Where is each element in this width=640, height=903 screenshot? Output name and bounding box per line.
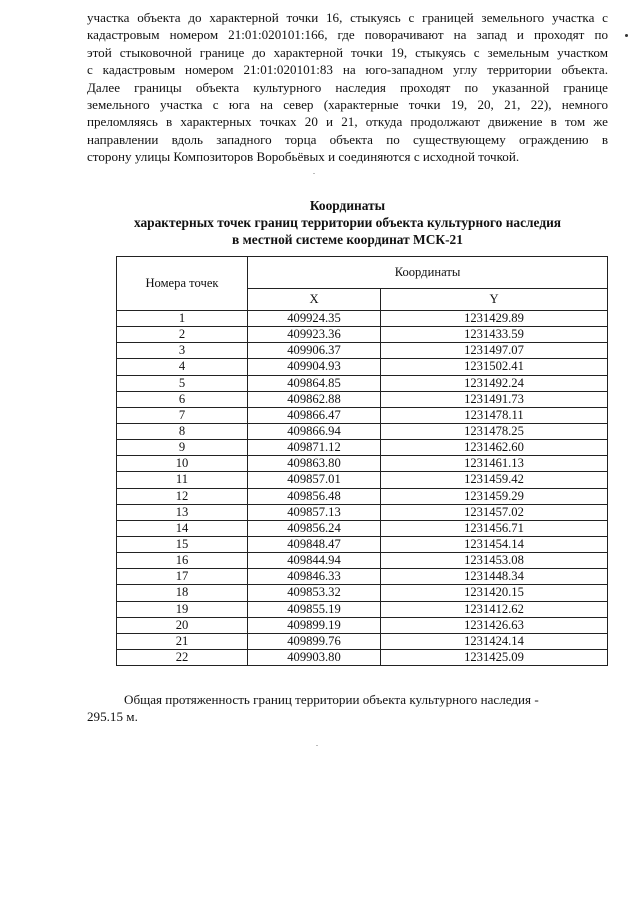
paragraph-line: с кадастровым номером 21:01:020101:83 на юго-западном углу территории объекта. (87, 62, 608, 78)
x-coordinate-cell: 409906.37 (248, 343, 381, 359)
point-number-cell: 17 (117, 569, 248, 585)
table-row (117, 601, 608, 617)
point-number-cell: 5 (117, 375, 248, 391)
table-row (117, 536, 608, 552)
table-row (117, 311, 608, 327)
x-coordinate-cell: 409903.80 (248, 649, 381, 665)
point-number-cell: 20 (117, 617, 248, 633)
paragraph-line: сторону улицы Композиторов Воробьёвых и соединяются с исходной точкой. (87, 149, 520, 165)
y-coordinate-cell: 1231491.73 (381, 391, 608, 407)
y-coordinate-cell: 1231478.11 (381, 407, 608, 423)
table-row (117, 633, 608, 649)
x-coordinate-cell: 409904.93 (248, 359, 381, 375)
table-row (117, 375, 608, 391)
y-coordinate-cell: 1231492.24 (381, 375, 608, 391)
paragraph-line: участка объекта до характерной точки 16, стыкуясь с границей земельного участка с (87, 10, 608, 25)
total-line: Общая протяженность границ территории объекта культурного наследия - (124, 692, 539, 707)
description-paragraph (87, 9, 608, 166)
coordinates-table (116, 256, 608, 666)
x-coordinate-cell: 409844.94 (248, 553, 381, 569)
table-row (117, 504, 608, 520)
x-coordinate-cell: 409856.24 (248, 520, 381, 536)
header-y: Y (381, 288, 608, 310)
scan-speck (316, 745, 318, 746)
paragraph-line: кадастровым номером 21:01:020101:166, где поворачивают на запад и проходят по (87, 27, 608, 43)
header-x: X (248, 288, 381, 310)
point-number-cell: 4 (117, 359, 248, 375)
table-row (117, 520, 608, 536)
table-row (117, 359, 608, 375)
x-coordinate-cell: 409857.13 (248, 504, 381, 520)
x-coordinate-cell: 409857.01 (248, 472, 381, 488)
y-coordinate-cell: 1231448.34 (381, 569, 608, 585)
x-coordinate-cell: 409899.19 (248, 617, 381, 633)
y-coordinate-cell: 1231459.42 (381, 472, 608, 488)
header-coordinates: Координаты (248, 257, 608, 289)
heading-line: в местной системе координат МСК-21 (232, 232, 463, 247)
point-number-cell: 1 (117, 311, 248, 327)
x-coordinate-cell: 409862.88 (248, 391, 381, 407)
x-coordinate-cell: 409866.94 (248, 423, 381, 439)
point-number-cell: 13 (117, 504, 248, 520)
point-number-cell: 14 (117, 520, 248, 536)
x-coordinate-cell: 409866.47 (248, 407, 381, 423)
x-coordinate-cell: 409848.47 (248, 536, 381, 552)
paragraph-line: этой стыковочной границе до характерной точки 19, стыкуясь с земельным участком (87, 44, 608, 60)
x-coordinate-cell: 409846.33 (248, 569, 381, 585)
point-number-cell: 12 (117, 488, 248, 504)
point-number-cell: 6 (117, 391, 248, 407)
table-row (117, 391, 608, 407)
table-row (117, 343, 608, 359)
point-number-cell: 15 (117, 536, 248, 552)
table-row (117, 423, 608, 439)
table-body (117, 311, 608, 666)
paragraph-line: земельного участка с юга на север (характерные точки 19, 20, 21, 22), немного (87, 97, 608, 113)
heading-line: Координаты (309, 198, 386, 213)
y-coordinate-cell: 1231454.14 (381, 536, 608, 552)
x-coordinate-cell: 409855.19 (248, 601, 381, 617)
table-row (117, 585, 608, 601)
table-row (117, 488, 608, 504)
y-coordinate-cell: 1231453.08 (381, 553, 608, 569)
point-number-cell: 22 (117, 649, 248, 665)
y-coordinate-cell: 1231502.41 (381, 359, 608, 375)
total-length-text (87, 691, 608, 726)
x-coordinate-cell: 409871.12 (248, 440, 381, 456)
x-coordinate-cell: 409856.48 (248, 488, 381, 504)
point-number-cell: 7 (117, 407, 248, 423)
x-coordinate-cell: 409924.35 (248, 311, 381, 327)
y-coordinate-cell: 1231459.29 (381, 488, 608, 504)
x-coordinate-cell: 409899.76 (248, 633, 381, 649)
table-row (117, 407, 608, 423)
paragraph-line: направлении вдоль западного торца объекта по существующему ограждению в (87, 131, 608, 147)
y-coordinate-cell: 1231478.25 (381, 423, 608, 439)
paragraph-line: Далее границы объекта культурного наследия проходят по указанной границе (87, 79, 608, 95)
x-coordinate-cell: 409853.32 (248, 585, 381, 601)
scan-speck (313, 173, 315, 174)
table-row (117, 472, 608, 488)
table-row (117, 440, 608, 456)
y-coordinate-cell: 1231461.13 (381, 456, 608, 472)
x-coordinate-cell: 409863.80 (248, 456, 381, 472)
table-row (117, 456, 608, 472)
x-coordinate-cell: 409864.85 (248, 375, 381, 391)
y-coordinate-cell: 1231424.14 (381, 633, 608, 649)
y-coordinate-cell: 1231497.07 (381, 343, 608, 359)
y-coordinate-cell: 1231429.89 (381, 311, 608, 327)
x-coordinate-cell: 409923.36 (248, 327, 381, 343)
point-number-cell: 9 (117, 440, 248, 456)
table-row (117, 569, 608, 585)
paragraph-line: преломляясь в характерных точках 20 и 21, откуда продолжают движение в том же (87, 114, 608, 130)
point-number-cell: 10 (117, 456, 248, 472)
scan-speck (625, 34, 628, 37)
point-number-cell: 3 (117, 343, 248, 359)
point-number-cell: 11 (117, 472, 248, 488)
point-number-cell: 16 (117, 553, 248, 569)
y-coordinate-cell: 1231462.60 (381, 440, 608, 456)
point-number-cell: 8 (117, 423, 248, 439)
y-coordinate-cell: 1231433.59 (381, 327, 608, 343)
y-coordinate-cell: 1231426.63 (381, 617, 608, 633)
total-line: 295.15 м. (87, 709, 138, 725)
header-point-numbers: Номера точек (117, 257, 248, 311)
heading-line: характерных точек границ территории объекта культурного наследия (133, 215, 562, 230)
table-row (117, 617, 608, 633)
point-number-cell: 19 (117, 601, 248, 617)
y-coordinate-cell: 1231457.02 (381, 504, 608, 520)
table-row (117, 327, 608, 343)
point-number-cell: 18 (117, 585, 248, 601)
y-coordinate-cell: 1231412.62 (381, 601, 608, 617)
table-heading (87, 197, 608, 248)
table-row (117, 649, 608, 665)
point-number-cell: 21 (117, 633, 248, 649)
point-number-cell: 2 (117, 327, 248, 343)
y-coordinate-cell: 1231420.15 (381, 585, 608, 601)
y-coordinate-cell: 1231456.71 (381, 520, 608, 536)
y-coordinate-cell: 1231425.09 (381, 649, 608, 665)
table-row (117, 553, 608, 569)
